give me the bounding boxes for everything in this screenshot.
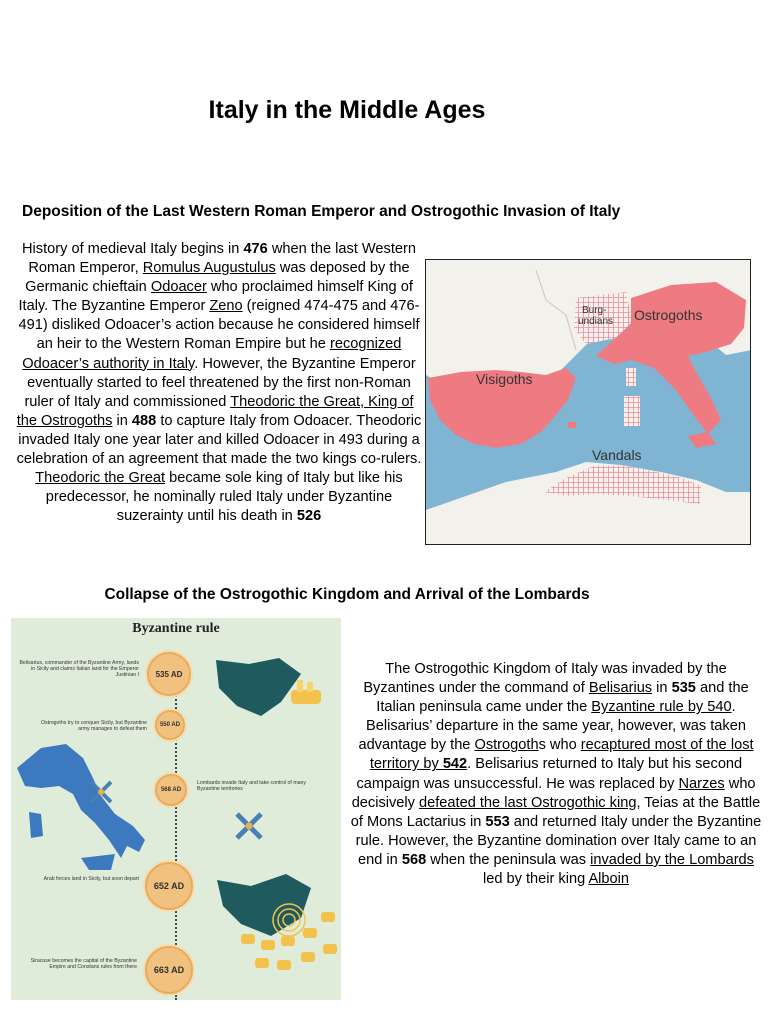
page-title: Italy in the Middle Ages [208,96,486,124]
underlined-link-text: invaded by the Lombards [590,851,754,868]
italy-blue-map [17,744,145,858]
timeline-year-663: 663 AD [145,946,193,994]
bold-year: 553 [485,813,510,830]
timeline-text-568: Lombards invade Italy and take control of many Byzantine territories [197,780,306,793]
bold-year: 568 [401,851,427,868]
bold-year: 488 [131,412,157,429]
paragraph-text: , Teias at the Battle of Mons Lactarius in [350,794,761,830]
infographic-title: Byzantine rule [132,621,220,636]
sardinia-blue [29,812,43,838]
timeline-year-568: 568 AD [155,774,187,806]
paragraph-text: The Ostrogothic Kingdom of Italy was invaded by the Byzantines under the command of [363,661,727,697]
corsica [626,368,636,386]
underlined-link-text: recognized Odoacer’s authority in Italy [22,336,402,372]
paragraph-text: and the Italian peninsula came under the [376,680,749,716]
paragraph-text: (reigned 474-475 and 476-491) disliked Odoacer’s action because he considered himself an heir to the Western Roman Empire but he [18,298,420,353]
paragraph-text: s who [538,737,581,754]
map-label-burgundians-2: undians [578,316,614,327]
underlined-link-text: recaptured most of the lost territory by [369,737,754,773]
map-label-ostrogoths: Ostrogoths [634,307,703,323]
paragraph-text: . Belisarius’ departure in the same year, however, was taken advantage by the [358,699,746,754]
paragraph-text: became sole king of Italy but like his predecessor, he nominally ruled Italy under Byzantine suzerainty until his death in [45,470,403,525]
underlined-link-text: Romulus Augustulus [142,260,276,277]
underlined-link-text: Ostrogoth [474,737,539,754]
section2-paragraph [348,660,764,889]
underlined-link-text: defeated the last Ostrogothic king [419,794,637,811]
underlined-link-text: 542 [442,756,468,773]
byzantine-rule-infographic [11,618,341,1000]
underlined-link-text: Belisarius [588,680,653,697]
paragraph-text: who proclaimed himself King of Italy. The Byzantine Emperor [18,279,413,315]
crossed-swords-icon [237,814,261,838]
ship-icon [291,680,321,704]
timeline-text-652: Arab forces land in Sicily, but soon depart [43,876,139,882]
balearics [568,422,576,428]
underlined-link-text: Theodoric the Great, King of the Ostrogoths [16,393,414,429]
timeline-text-535: Belisarius, commander of the Byzantine Army, lands in Sicily and claims Italian land for the Emperor Justinian I [19,660,139,679]
paragraph-text: in [112,412,132,429]
underlined-link-text: Narzes [678,775,725,792]
map-label-vandals: Vandals [592,447,642,463]
bold-year: 535 [671,680,696,697]
underlined-link-text: Alboin [588,871,630,888]
paragraph-text: when the peninsula was [426,851,591,868]
paragraph-text: . Belisarius returned to Italy but his second campaign was unsuccessful. He was replaced by [356,756,743,792]
sicily-dark-top [216,658,301,716]
sardinia [624,396,640,426]
bold-year: 476 [243,241,268,257]
timeline-year-652: 652 AD [145,862,193,910]
timeline-year-535: 535 AD [147,652,191,696]
underlined-link-text: Odoacer [150,279,207,296]
paragraph-text: History of medieval Italy begins in [22,241,244,257]
timeline-text-663: Siracuse becomes the capital of the Byzantine Empire and Constans rules from there [30,958,137,971]
paragraph-text: in [652,680,672,697]
paragraph-text: who decisively [351,775,756,811]
map-label-visigoths: Visigoths [476,371,533,387]
paragraph-text: led by their king [482,871,589,888]
paragraph-text: . However, the Byzantine Emperor eventually started to feel threatened by the first non-Roman ruler of Italy and commissioned [24,355,416,410]
paragraph-text: and returned Italy under the Byzantine rule. However, the Byzantine domination over Italy came to an end in [355,813,762,868]
bold-year: 526 [296,508,322,525]
sicily-blue [81,854,115,870]
timeline-year-550: 550 AD [155,710,185,740]
paragraph-text: was deposed by the Germanic chieftain [25,260,410,296]
underlined-link-text: Byzantine rule by 540 [591,699,732,716]
underlined-link-text: Zeno [209,298,243,315]
underlined-link-text: Theodoric the Great [35,470,166,487]
timeline-text-550: Ostrogoths try to conquer Sicily, but Byzantine army manages to defeat them [40,720,147,733]
section-heading-collapse: Collapse of the Ostrogothic Kingdom and Arrival of the Lombards [104,586,590,603]
paragraph-text: to capture Italy from Odoacer. Theodoric invaded Italy one year later and killed Odoacer in 493 during a celebration of an agreement that made the two kings co-rulers. [16,412,422,468]
section-heading-deposition: Deposition of the Last Western Roman Emperor and Ostrogothic Invasion of Italy [22,203,621,220]
section1-paragraph [16,240,422,526]
barbarian-kingdoms-map [425,259,751,545]
paragraph-text: when the last Western Roman Emperor, [28,241,416,277]
map-label-burgundians-1: Burg- [582,305,607,316]
